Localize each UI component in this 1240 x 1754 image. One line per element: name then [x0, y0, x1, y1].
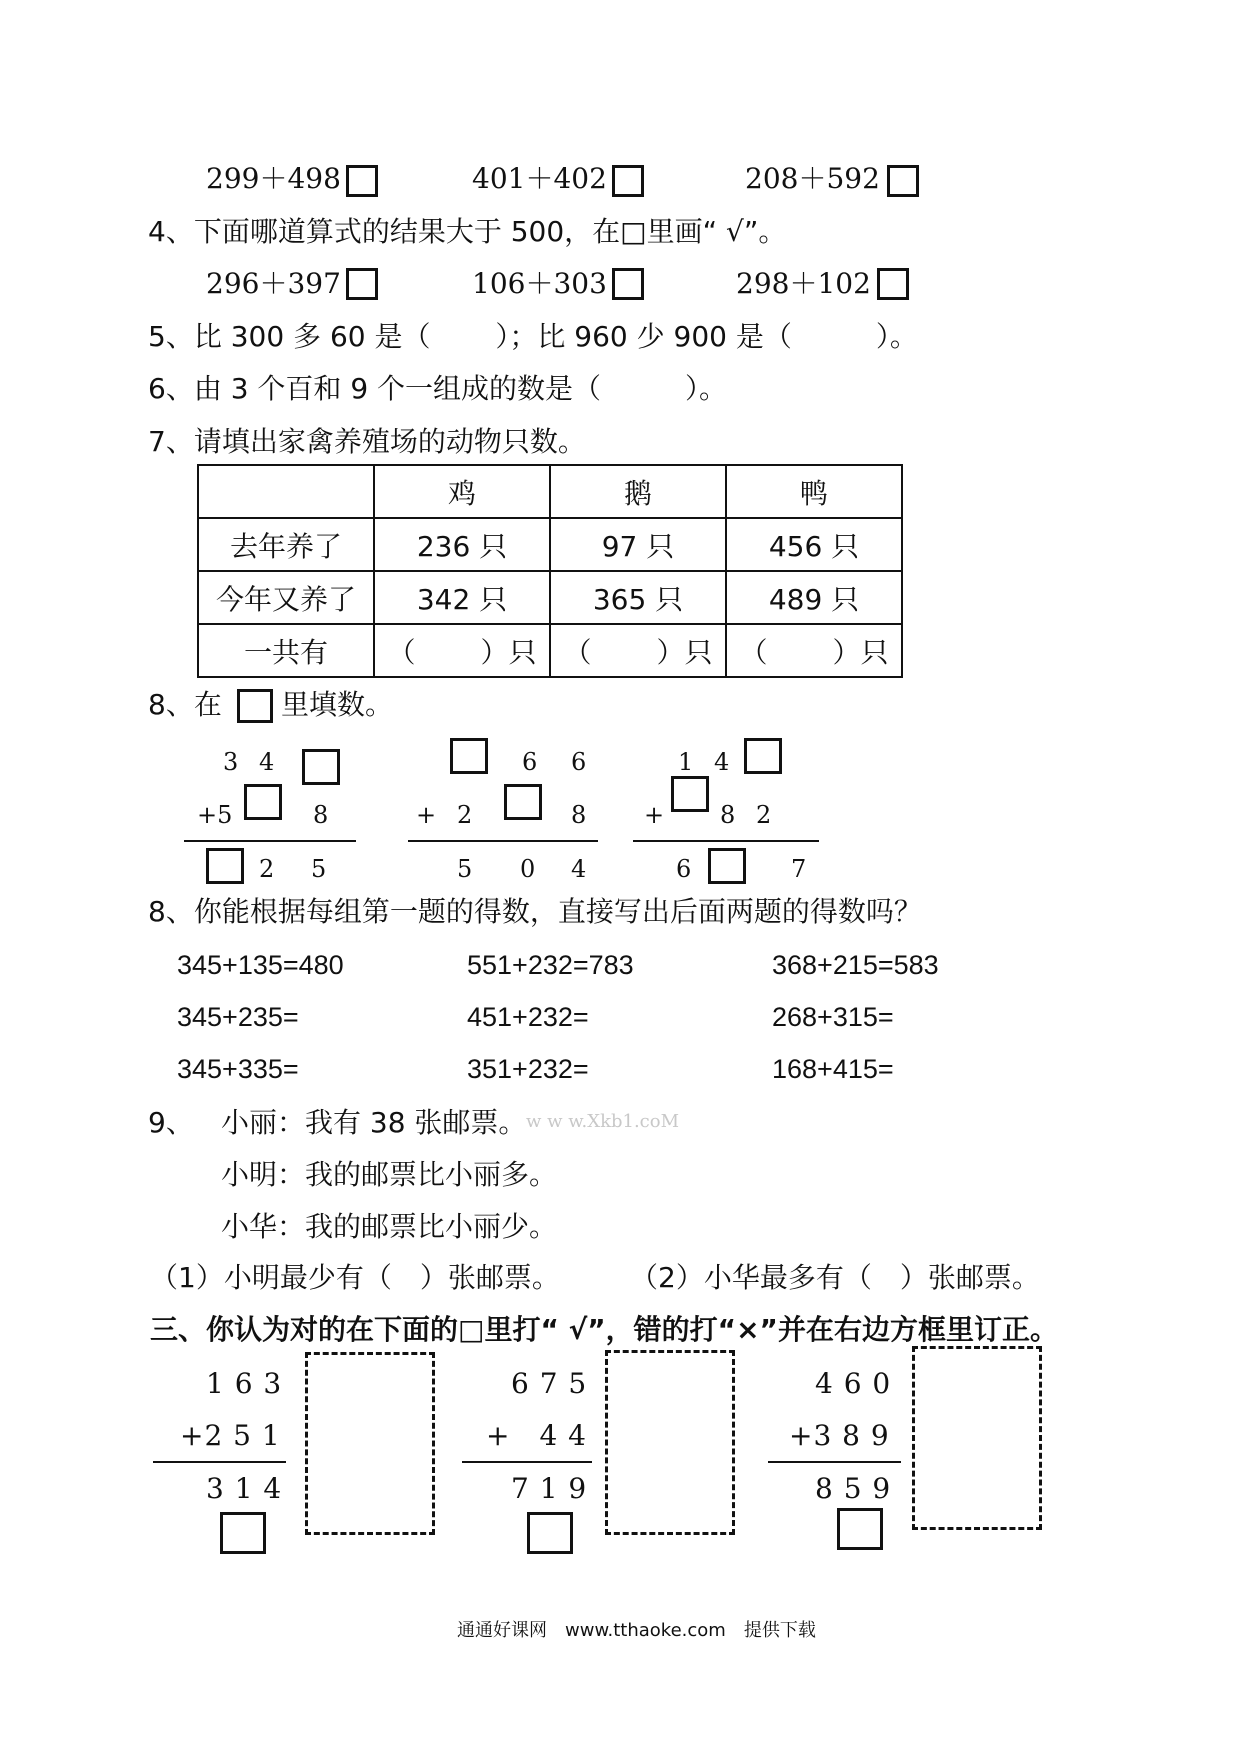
- equation: 551+232=783: [467, 950, 634, 980]
- q8a-suffix: 里填数。: [281, 688, 394, 721]
- fill-in-cell[interactable]: （ ）只: [374, 624, 550, 677]
- equation[interactable]: 345+335=: [177, 1054, 299, 1084]
- table-row: [198, 465, 902, 518]
- equation: 345+135=480: [177, 950, 344, 980]
- q9-sub-2: （2）小华最多有（ ）张邮票。: [630, 1261, 1040, 1294]
- table-row: [198, 518, 902, 571]
- q3-expr-1: 299＋498: [206, 162, 341, 195]
- blank-box[interactable]: [504, 784, 542, 820]
- result: 7 1 9: [511, 1472, 588, 1505]
- table-cell: [198, 465, 374, 518]
- equation[interactable]: 351+232=: [467, 1054, 589, 1084]
- digit: 4: [571, 855, 587, 883]
- digit: 6: [522, 748, 538, 776]
- q8b-text: 8、你能根据每组第一题的得数，直接写出后面两题的得数吗？: [148, 895, 922, 928]
- correction-box[interactable]: [912, 1346, 1042, 1530]
- table-header-cell: 鸡: [374, 465, 550, 518]
- answer-box[interactable]: [612, 268, 644, 300]
- digit: 1: [678, 748, 694, 776]
- footer-text: 通通好课网 www.tthaoke.com 提供下载: [457, 1620, 816, 1641]
- table-cell: 342 只: [374, 571, 550, 624]
- blank-box[interactable]: [302, 749, 340, 785]
- blank-box[interactable]: [244, 784, 282, 820]
- fill-in-cell[interactable]: （ ）只: [550, 624, 726, 677]
- q8a-prefix: 8、在: [148, 688, 222, 721]
- digit: 2: [259, 855, 275, 883]
- digit: 5: [311, 855, 327, 883]
- blank-box[interactable]: [671, 776, 709, 812]
- sum-line: [184, 840, 356, 842]
- q7-text: 7、请填出家禽养殖场的动物只数。: [148, 425, 586, 458]
- digit: 4: [714, 748, 730, 776]
- digit: 5: [457, 855, 473, 883]
- table-cell: 456 只: [726, 518, 902, 571]
- digit: 2: [457, 801, 473, 829]
- q9-num: 9、: [148, 1106, 194, 1139]
- answer-box[interactable]: [877, 268, 909, 300]
- correction-box[interactable]: [305, 1352, 435, 1535]
- table-row: [198, 571, 902, 624]
- answer-box[interactable]: [346, 268, 378, 300]
- addend: +2 5 1: [180, 1419, 281, 1452]
- digit: +: [644, 801, 665, 829]
- equation[interactable]: 168+415=: [772, 1054, 894, 1084]
- q9-sub-1: （1）小明最少有（ ）张邮票。: [150, 1261, 560, 1294]
- check-box[interactable]: [527, 1512, 573, 1554]
- correction-box[interactable]: [605, 1350, 735, 1535]
- digit: 8: [313, 801, 329, 829]
- watermark-text: w w w.Xkb1.coM: [526, 1111, 680, 1132]
- q6-text: 6、由 3 个百和 9 个一组成的数是（ ）。: [148, 372, 728, 405]
- result: 3 1 4: [206, 1472, 283, 1505]
- addend: 1 6 3: [206, 1367, 283, 1400]
- poultry-table: [197, 464, 903, 678]
- blank-box[interactable]: [708, 848, 746, 884]
- equation: 368+215=583: [772, 950, 939, 980]
- result: 8 5 9: [815, 1472, 892, 1505]
- sum-line: [633, 840, 819, 842]
- blank-box[interactable]: [450, 738, 488, 774]
- digit: 3: [223, 748, 239, 776]
- digit: 7: [791, 855, 807, 883]
- q9-line-1: 小丽：我有 38 张邮票。: [221, 1106, 527, 1139]
- equation[interactable]: 451+232=: [467, 1002, 589, 1032]
- table-cell: 365 只: [550, 571, 726, 624]
- equation[interactable]: 268+315=: [772, 1002, 894, 1032]
- digit: 0: [520, 855, 536, 883]
- answer-box[interactable]: [612, 165, 644, 197]
- digit: +5: [197, 801, 233, 829]
- equation[interactable]: 345+235=: [177, 1002, 299, 1032]
- blank-box[interactable]: [206, 848, 244, 884]
- table-cell: 97 只: [550, 518, 726, 571]
- addend: 6 7 5: [511, 1367, 588, 1400]
- q4-expr-1: 296＋397: [206, 267, 341, 300]
- q9-line-2: 小明：我的邮票比小丽多。: [221, 1158, 558, 1191]
- addend: +3 8 9: [789, 1419, 890, 1452]
- sum-line: [153, 1461, 286, 1463]
- q3-expr-2: 401＋402: [472, 162, 607, 195]
- table-header-cell: 鹅: [550, 465, 726, 518]
- addend: 4 6 0: [815, 1367, 892, 1400]
- digit: 8: [720, 801, 736, 829]
- digit: 6: [676, 855, 692, 883]
- q4-text: 4、下面哪道算式的结果大于 500，在□里画“ √”。: [148, 215, 787, 248]
- row-label: 今年又养了: [198, 571, 374, 624]
- fill-in-cell[interactable]: （ ）只: [726, 624, 902, 677]
- section-3-title: 三、你认为对的在下面的□里打“ √”，错的打“×”并在右边方框里订正。: [150, 1313, 1058, 1346]
- q4-expr-3: 298＋102: [736, 267, 871, 300]
- table-cell: 489 只: [726, 571, 902, 624]
- answer-box[interactable]: [346, 165, 378, 197]
- check-box[interactable]: [220, 1512, 266, 1554]
- q5-text: 5、比 300 多 60 是（ ）；比 960 少 900 是（ ）。: [148, 320, 918, 353]
- check-box[interactable]: [837, 1508, 883, 1550]
- sum-line: [408, 840, 598, 842]
- digit: 4: [259, 748, 275, 776]
- answer-box[interactable]: [887, 165, 919, 197]
- table-cell: 236 只: [374, 518, 550, 571]
- sum-line: [462, 1461, 592, 1463]
- table-row: [198, 624, 902, 677]
- blank-box[interactable]: [744, 738, 782, 774]
- addend: + 4 4: [486, 1419, 587, 1452]
- row-label: 去年养了: [198, 518, 374, 571]
- q3-expr-3: 208＋592: [745, 162, 880, 195]
- digit: 6: [571, 748, 587, 776]
- digit: 2: [756, 801, 772, 829]
- digit: +: [416, 801, 437, 829]
- q4-expr-2: 106＋303: [472, 267, 607, 300]
- example-box: [237, 689, 273, 723]
- digit: 8: [571, 801, 587, 829]
- table-header-cell: 鸭: [726, 465, 902, 518]
- sum-line: [768, 1461, 901, 1463]
- row-label: 一共有: [198, 624, 374, 677]
- q9-line-3: 小华：我的邮票比小丽少。: [221, 1210, 558, 1243]
